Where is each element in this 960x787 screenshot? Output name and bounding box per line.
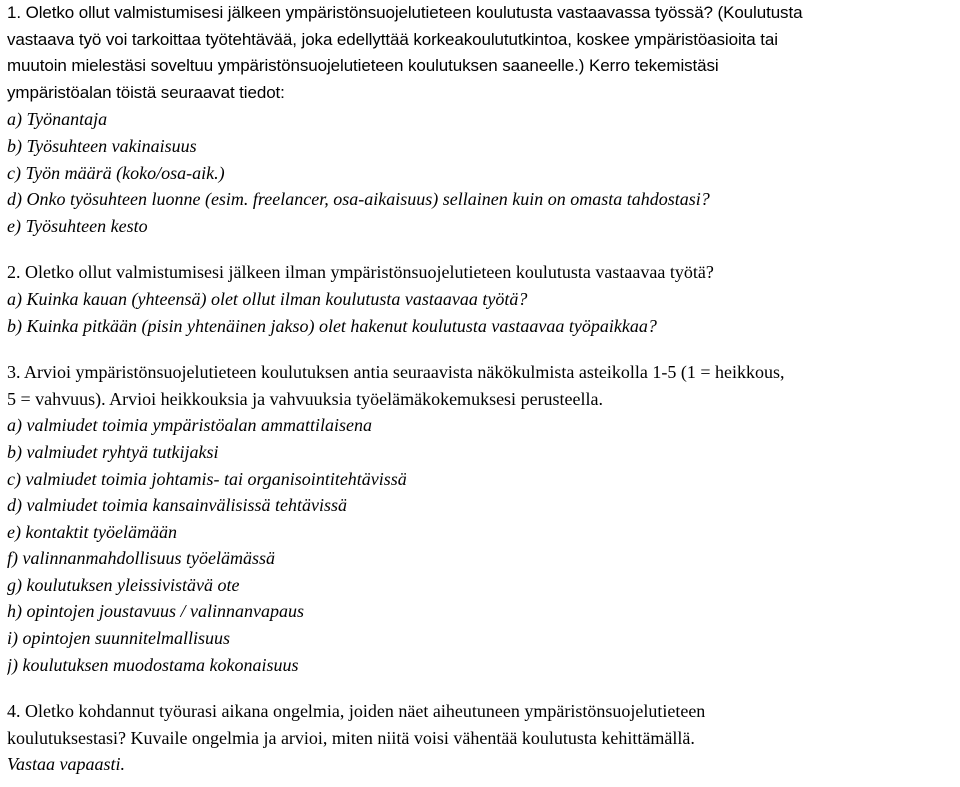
question-3-item-h: h) opintojen joustavuus / valinnanvapaus	[7, 601, 304, 622]
question-2-text: 2. Oletko ollut valmistumisesi jälkeen ilman ympäristönsuojelutieteen koulutusta vastaavaa työtä?	[7, 262, 714, 283]
question-1-item-e: e) Työsuhteen kesto	[7, 215, 148, 236]
question-3-item-b: b) valmiudet ryhtyä tutkijaksi	[7, 441, 219, 462]
question-2-item-a: a) Kuinka kauan (yhteensä) olet ollut ilman koulutusta vastaavaa työtä?	[7, 288, 528, 309]
section-spacer	[7, 239, 957, 259]
question-2	[7, 259, 957, 339]
question-1-item-a: a) Työnantaja	[7, 109, 108, 130]
question-3-text-line: 5 = vahvuus). Arvioi heikkouksia ja vahvuuksia työelämäkokemuksesi perusteella.	[7, 388, 604, 409]
question-3-text-line: 3. Arvioi ympäristönsuojelutieteen koulutuksen antia seuraavista näkökulmista asteikolla 1-5 (1 = heikkous,	[7, 362, 785, 383]
question-1-item-d: d) Onko työsuhteen luonne (esim. freelancer, osa-aikaisuus) sellainen kuin on omasta tahdostasi?	[7, 189, 710, 210]
question-3-item-i: i) opintojen suunnitelmallisuus	[7, 628, 230, 649]
question-3	[7, 359, 957, 678]
question-3-item-j: j) koulutuksen muodostama kokonaisuus	[7, 654, 299, 675]
question-1-item-c: c) Työn määrä (koko/osa-aik.)	[7, 162, 225, 183]
question-4-text-line: 4. Oletko kohdannut työurasi aikana ongelmia, joiden näet aiheutuneen ympäristönsuojelutieteen	[7, 701, 706, 722]
section-spacer	[7, 678, 957, 698]
question-1-text-line: muutoin mielestäsi soveltuu ympäristönsuojelutieteen koulutuksen saaneelle.) Kerro tekemistäsi	[7, 56, 719, 76]
question-1-item-b: b) Työsuhteen vakinaisuus	[7, 135, 197, 156]
question-1	[7, 0, 957, 239]
questionnaire-document	[7, 0, 957, 778]
question-1-text-line: ympäristöalan töistä seuraavat tiedot:	[7, 82, 285, 102]
question-3-item-d: d) valmiudet toimia kansainvälisissä tehtävissä	[7, 495, 347, 516]
question-1-text-line: vastaava työ voi tarkoittaa työtehtävää, joka edellyttää korkeakoulututkintoa, koskee ympäristöasioita tai	[7, 29, 778, 49]
question-2-item-b: b) Kuinka pitkään (pisin yhtenäinen jakso) olet hakenut koulutusta vastaavaa työpaikkaa?	[7, 315, 657, 336]
question-4	[7, 698, 957, 778]
question-3-item-e: e) kontaktit työelämään	[7, 521, 177, 542]
question-4-note: Vastaa vapaasti.	[7, 754, 126, 775]
section-spacer	[7, 339, 957, 359]
question-3-item-a: a) valmiudet toimia ympäristöalan ammattilaisena	[7, 415, 372, 436]
question-3-item-g: g) koulutuksen yleissivistävä ote	[7, 574, 240, 595]
question-3-item-c: c) valmiudet toimia johtamis- tai organisointitehtävissä	[7, 468, 407, 489]
question-3-item-f: f) valinnanmahdollisuus työelämässä	[7, 548, 275, 569]
question-4-text-line: koulutuksestasi? Kuvaile ongelmia ja arvioi, miten niitä voisi vähentää koulutusta kehittämällä.	[7, 727, 695, 748]
question-1-text-line: 1. Oletko ollut valmistumisesi jälkeen ympäristönsuojelutieteen koulutusta vastaavassa työssä? (Koulutusta	[7, 3, 803, 22]
